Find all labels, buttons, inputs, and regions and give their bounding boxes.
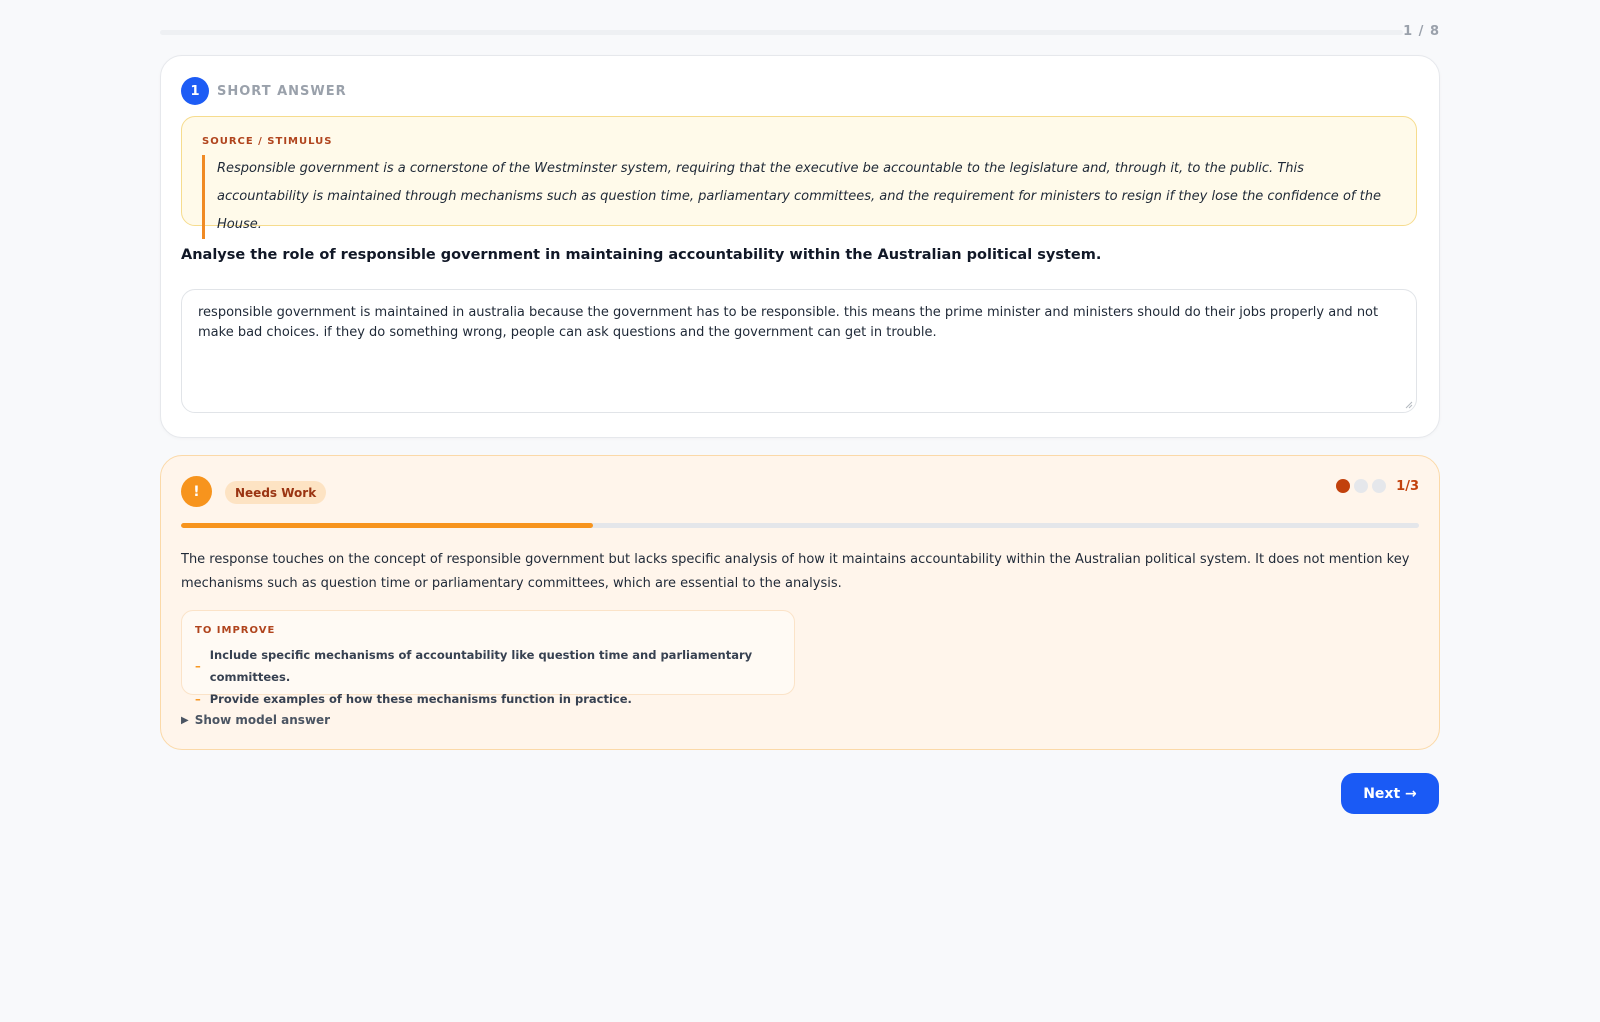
improve-item — [195, 644, 794, 688]
show-model-answer-label: Show model answer — [194, 713, 331, 727]
quiz-progress — [160, 26, 1440, 38]
improve-item — [195, 688, 794, 710]
improve-item-text: Provide examples of how these mechanisms function in practice. — [209, 692, 632, 706]
answer-text: responsible government is maintained in australia because the government has to be responsible. this means the prime minister and ministers should do their jobs properly and not make bad choices. if they do something wrong, people can ask questions and the government can get in trouble. — [198, 305, 1379, 340]
feedback-card — [160, 455, 1440, 750]
question-prompt: Analyse the role of responsible government in maintaining accountability within the Australian political system. — [181, 247, 1102, 263]
question-type: SHORT ANSWER — [217, 83, 347, 99]
quiz-progress-track — [160, 30, 1403, 35]
feedback-text: The response touches on the concept of responsible government but lacks specific analysis of how it maintains accountability within the Australian political system. It does not mention key mechanisms such as question time or parliamentary committees, which are essential to the analysis. — [181, 552, 1410, 591]
quiz-progress-count: 1 / 8 — [1403, 24, 1440, 39]
answer-textarea[interactable] — [181, 289, 1417, 413]
attempts-indicator — [1336, 476, 1419, 496]
stimulus-text: Responsible government is a cornerstone of the Westminster system, requiring that the executive be accountable to the legislature and, through it, to the public. This accountability is maintained through mechanisms such as question time, parliamentary committees, and the requirement for ministers to resign if they lose the confidence of the House. — [202, 155, 1397, 239]
attempt-dot — [1372, 479, 1386, 493]
show-model-answer-toggle[interactable] — [181, 713, 330, 727]
question-number: 1 — [181, 77, 209, 105]
attempt-dot — [1354, 479, 1368, 493]
warning-icon: ! — [181, 476, 212, 507]
dash-icon: – — [195, 659, 201, 673]
stimulus-label: SOURCE / STIMULUS — [202, 136, 333, 147]
improve-list — [195, 644, 794, 710]
question-card — [160, 55, 1440, 438]
improve-label: TO IMPROVE — [195, 625, 276, 636]
score-bar-fill — [181, 523, 593, 528]
stimulus-box — [181, 116, 1417, 232]
status-badge: Needs Work — [225, 481, 326, 504]
question-header — [181, 77, 347, 105]
resize-grip-icon[interactable] — [1405, 401, 1413, 409]
attempt-dot — [1336, 479, 1350, 493]
improve-item-text: Include specific mechanisms of accountability like question time and parliamentary committees. — [209, 648, 753, 684]
improve-box — [181, 610, 795, 706]
triangle-right-icon: ▶ — [181, 714, 189, 726]
attempt-count: 1/3 — [1396, 478, 1419, 494]
next-button[interactable]: Next → — [1341, 773, 1439, 814]
dash-icon: – — [195, 692, 201, 706]
score-bar — [181, 523, 1419, 528]
